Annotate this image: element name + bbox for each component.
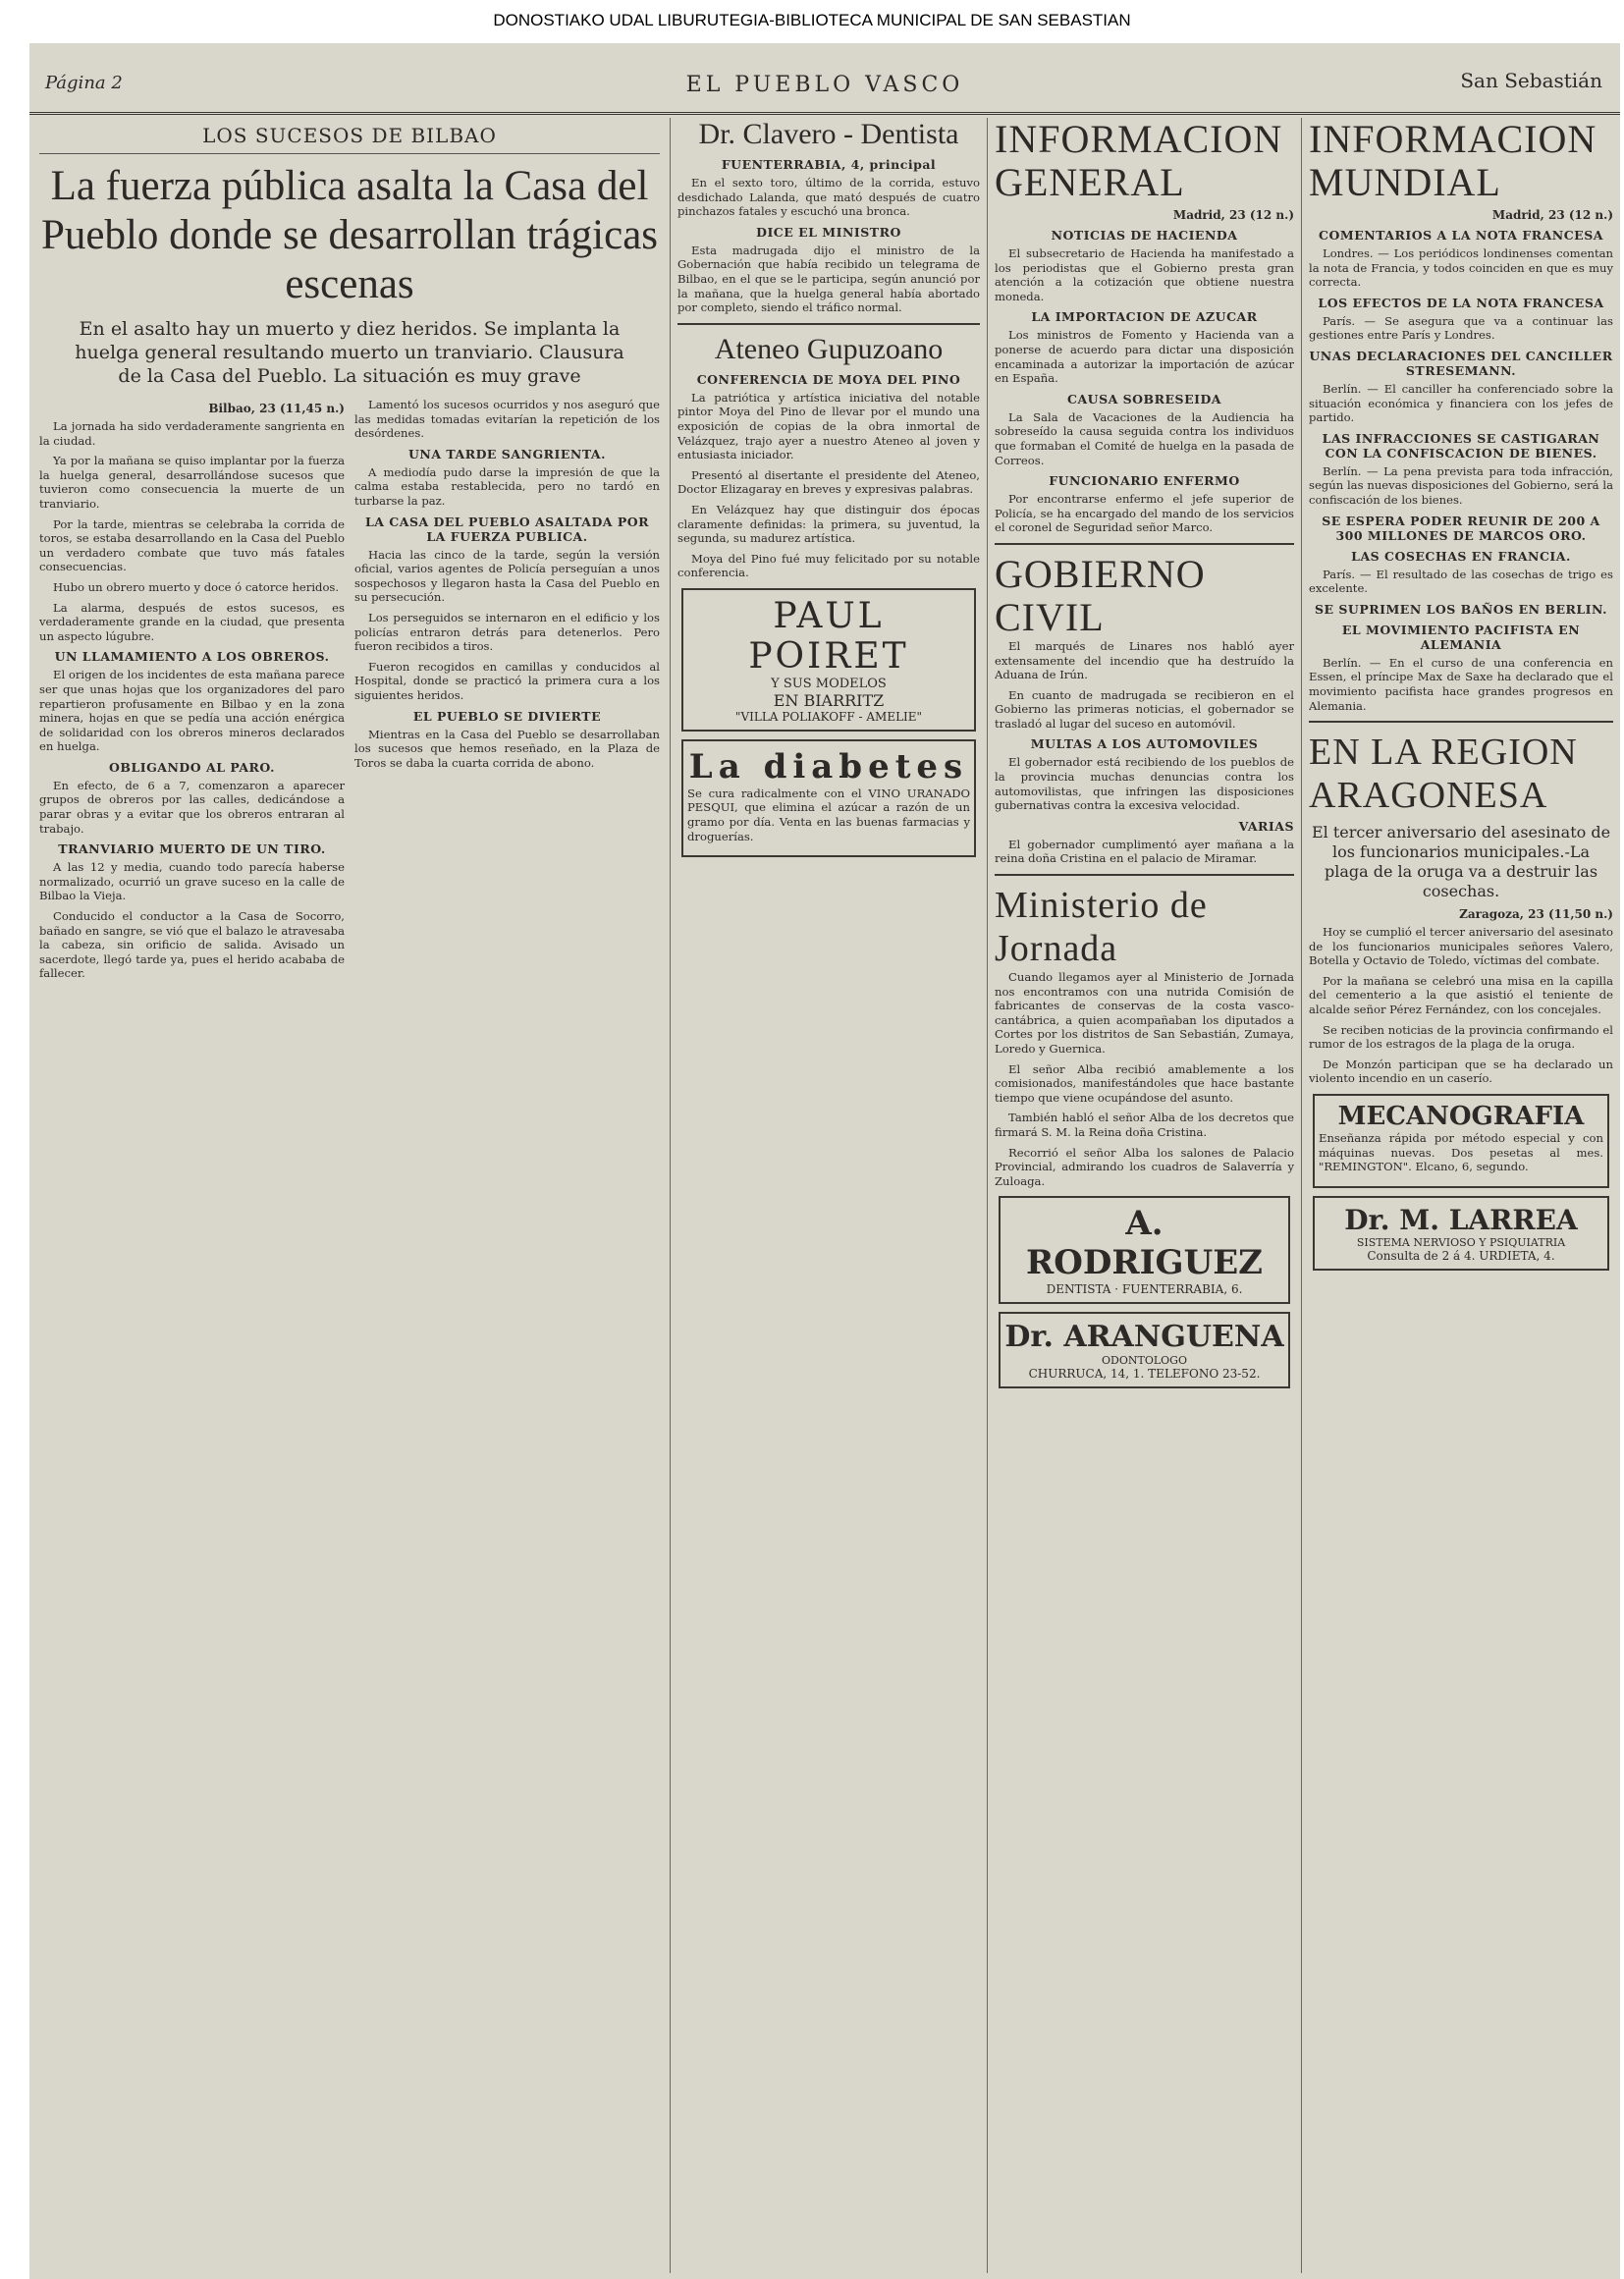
section-title: GOBIERNO CIVIL	[995, 551, 1206, 639]
paragraph: El gobernador está recibiendo de los pueblos de la provincia muchas denuncias contra los automovilistas, que infringen las disposiciones gubernativas contra la excesiva velocidad.	[995, 755, 1294, 813]
ad-line: "VILLA POLIAKOFF - AMELIE"	[734, 709, 923, 724]
paragraph: Moya del Pino fué muy felicitado por su notable conferencia.	[677, 551, 980, 580]
section-title: EN LA REGION ARAGONESA	[1309, 732, 1578, 817]
bilbao-column-right	[354, 398, 660, 987]
paragraph: Berlín. — La pena prevista para toda infracción, según las nuevas disposiciones del Gobierno, será la confiscación de los bienes.	[1309, 463, 1613, 507]
paragraph: Londres. — Los periódicos londinenses comentan la nota de Francia, y todos coinciden en que es muy correcta.	[1309, 246, 1613, 290]
article-deck: El tercer aniversario del asesinato de los funcionarios municipales.-La plaga de la oruga va a destruir las cosechas.	[1311, 823, 1611, 901]
paragraph: Fueron recogidos en camillas y conducidos al Hospital, donde se practicó la primera cura a los siguientes heridos.	[354, 659, 660, 702]
divider	[995, 874, 1294, 876]
poiret-name: PAUL POIRET	[748, 595, 909, 677]
paragraph: De Monzón participan que se ha declarado un violento incendio en un caserío.	[1309, 1057, 1613, 1086]
page-number: Página 2	[45, 73, 123, 93]
paragraph: El señor Alba recibió amablemente a los comisionados, manifestándoles que hace bastante tiempo que viene ocupándose del asunto.	[995, 1061, 1294, 1105]
subheading: CONFERENCIA DE MOYA DEL PINO	[696, 371, 961, 387]
paragraph: Lamentó los sucesos ocurridos y nos aseguró que las medidas tomadas evitarían la repetición de los desórdenes.	[354, 398, 660, 441]
paragraph: En cuanto de madrugada se recibieron en el Gobierno las primeras noticias, el gobernador se trasladó al lugar del suceso en automóvil.	[995, 687, 1294, 731]
masthead	[29, 43, 1620, 115]
subheading: SE ESPERA PODER REUNIR DE 200 A 300 MILLONES DE MARCOS ORO.	[1322, 513, 1600, 543]
section-title: INFORMACION GENERAL	[995, 118, 1283, 204]
subheading: EL MOVIMIENTO PACIFISTA EN ALEMANIA	[1341, 622, 1581, 652]
diabetes-title: La diabetes	[688, 746, 969, 787]
section-title: INFORMACION MUNDIAL	[1309, 118, 1597, 204]
paragraph: La alarma, después de estos sucesos, es verdaderamente grande en la ciudad, que presenta un aspecto lúgubre.	[39, 600, 345, 643]
paragraph: También habló el señor Alba de los decretos que firmará S. M. la Reina doña Cristina.	[995, 1111, 1294, 1139]
dateline: Bilbao, 23 (11,45 n.)	[208, 402, 345, 415]
newspaper-title: EL PUEBLO VASCO	[685, 73, 964, 97]
paragraph: A mediodía pudo darse la impresión de que la calma estaba restablecida, pero no tardó en turbarse la paz.	[354, 464, 660, 508]
city-label: San Sebastián	[1460, 69, 1602, 92]
paragraph: Hoy se cumplió el tercer aniversario del asesinato de los funcionarios municipales señores Valero, Botella y Octavio de Toledo, víctimas del combate.	[1309, 925, 1613, 968]
paragraph: Berlín. — En el curso de una conferencia en Essen, el príncipe Max de Saxe ha declarado que el movimiento pacifista hace grandes progresos en Alemania.	[1309, 655, 1613, 713]
paragraph: Los perseguidos se internaron en el edificio y los policías entraron detrás para detenerlos. Pero fueron recibidos a tiros.	[354, 610, 660, 654]
dateline: Madrid, 23 (12 n.)	[1491, 208, 1613, 222]
subheading: COMENTARIOS A LA NOTA FRANCESA	[1319, 228, 1603, 243]
subheading: LOS EFECTOS DE LA NOTA FRANCESA	[1318, 295, 1604, 310]
dentist-ad-address: FUENTERRABIA, 4, principal	[721, 157, 937, 172]
paragraph: En Velázquez hay que distinguir dos épocas claramente definidas: la primera, su juventud, la segunda, su madurez artística.	[677, 502, 980, 546]
subheading: UN LLAMAMIENTO A LOS OBREROS.	[54, 649, 330, 665]
article-deck: En el asalto hay un muerto y diez heridos. Se implanta la huelga general resultando muerto un tranviario. Clausura de la Casa del Pueblo. La situación es muy grave	[75, 318, 624, 387]
paragraph: París. — Se asegura que va a continuar las gestiones entre París y Londres.	[1309, 313, 1613, 343]
diabetes-ad	[681, 739, 976, 857]
paragraph: Ya por la mañana se quiso implantar por la fuerza la huelga general, desarrollándose sucesos que tuvieron como consecuencia la muerte de un tranviario.	[39, 454, 345, 511]
ad-line: ODONTOLOGO	[1102, 1354, 1187, 1368]
ad-line: Y SUS MODELOS	[771, 676, 887, 691]
mecanografia-title: MECANOGRAFIA	[1337, 1102, 1585, 1132]
column-rule	[1301, 118, 1302, 2273]
bilbao-columns	[39, 398, 660, 987]
subheading: EL PUEBLO SE DIVIERTE	[412, 708, 602, 724]
ad-line: SISTEMA NERVIOSO Y PSIQUIATRIA	[1356, 1235, 1566, 1249]
paragraph: El origen de los incidentes de esta mañana parece ser que unas hojas que los organizadores del paro repartieron profusamente en Bilbao y en la zona minera, hojas en que se pedía una acción enérgica de solidaridad con los obreros mineros declarados en huelga.	[39, 668, 345, 754]
paragraph: A las 12 y media, cuando todo parecía haberse normalizado, ocurrió un grave suceso en la calle de Bilbao la Vieja.	[39, 860, 345, 903]
aranguena-ad	[999, 1312, 1290, 1388]
subheading: CAUSA SOBRESEIDA	[1067, 391, 1221, 407]
rodriguez-name: A. RODRIGUEZ	[1026, 1204, 1263, 1283]
divider	[677, 323, 980, 325]
subheading: TRANVIARIO MUERTO DE UN TIRO.	[58, 841, 326, 857]
column-three	[995, 118, 1294, 2273]
column-two	[677, 118, 980, 2273]
ad-line: Consulta de 2 á 4. URDIETA, 4.	[1367, 1248, 1555, 1263]
bilbao-column-left	[39, 398, 345, 987]
column-rule	[670, 118, 671, 2273]
section-kicker: LOS SUCESOS DE BILBAO	[39, 118, 660, 154]
poiret-ad	[681, 588, 976, 732]
column-rule	[987, 118, 988, 2273]
bilbao-article	[39, 118, 660, 2273]
section-title: Ministerio de Jornada	[995, 885, 1208, 970]
ad-text: Se cura radicalmente con el VINO URANADO PESQUI, que elimina el azúcar a razón de un gramo por día. Venta en las buenas farmacias y droguerías.	[687, 786, 970, 843]
divider	[995, 543, 1294, 545]
ateneo-title: Ateneo Gupuzoano	[714, 332, 944, 365]
dateline: Zaragoza, 23 (11,50 n.)	[1459, 907, 1613, 922]
subheading: FUNCIONARIO ENFERMO	[1049, 473, 1240, 489]
paragraph: El subsecretario de Hacienda ha manifestado a los periodistas que el Gobierno presta gran atención a la cotización que obtiene nuestra moneda.	[995, 246, 1294, 303]
aranguena-name: Dr. ARANGUENA	[1004, 1320, 1284, 1355]
paragraph: Recorrió el señor Alba los salones de Palacio Provincial, admirando los cuadros de Salaverría y Zuloaga.	[995, 1145, 1294, 1188]
subheading: UNAS DECLARACIONES DEL CANCILLER STRESEMANN.	[1309, 348, 1613, 378]
paragraph: Conducido el conductor a la Casa de Socorro, bañado en sangre, se vió que el balazo le atravesaba la cabeza, sin orificio de salida. Avisado un sacerdote, llegó tarde ya, pues el herido acababa de fallecer.	[39, 909, 345, 981]
paragraph: En el sexto toro, último de la corrida, estuvo desdichado Lalanda, que mató después de cuatro pinchazos fatales y escuchó una bronca.	[677, 176, 980, 219]
newspaper-page	[29, 43, 1620, 2279]
paragraph: El marqués de Linares nos habló ayer extensamente del incendio que ha destruído la Aduana de Irún.	[995, 638, 1294, 682]
paragraph: Esta madrugada dijo el ministro de la Gobernación que había recibido un telegrama de Bilbao, en el que se le participa, según anunció por la mañana, que la huelga general había abortado por completo, siendo el tráfico normal.	[677, 243, 980, 315]
paragraph: Berlín. — El canciller ha conferenciado sobre la situación económica y financiera con los jefes de partido.	[1309, 381, 1613, 425]
paragraph: El gobernador cumplimentó ayer mañana a la reina doña Cristina en el palacio de Miramar.	[995, 837, 1294, 866]
mecanografia-ad	[1313, 1094, 1609, 1188]
larrea-ad	[1313, 1196, 1609, 1271]
ad-line: CHURRUCA, 14, 1. TELEFONO 23-52.	[1028, 1367, 1261, 1382]
column-four	[1309, 118, 1613, 2273]
larrea-name: Dr. M. LARREA	[1344, 1203, 1578, 1236]
headline: La fuerza pública asalta la Casa del Pueblo donde se desarrollan trágicas escenas	[40, 163, 659, 307]
subheading: LAS INFRACCIONES SE CASTIGARAN CON LA CONFISCACION DE BIENES.	[1322, 430, 1600, 461]
paragraph: En efecto, de 6 a 7, comenzaron a aparecer grupos de obreros por las calles, dedicándose a parar obras y a evitar que los obreros entraran al trabajo.	[39, 778, 345, 836]
subheading: MULTAS A LOS AUTOMOVILES	[1030, 736, 1259, 752]
paragraph: Hacia las cinco de la tarde, según la versión oficial, varios agentes de Policía perseguían a unos sospechosos y llegaron hasta la Casa del Pueblo en su persecución.	[354, 547, 660, 605]
subheading: SE SUPRIMEN LOS BAÑOS EN BERLIN.	[1314, 601, 1608, 617]
archive-banner: DONOSTIAKO UDAL LIBURUTEGIA-BIBLIOTECA MUNICIPAL DE SAN SEBASTIAN	[0, 0, 1624, 41]
paragraph: Los ministros de Fomento y Hacienda van a ponerse de acuerdo para dictar una disposición encaminada a autorizar la importación de azúcar en España.	[995, 328, 1294, 386]
divider	[1309, 721, 1613, 723]
subheading: OBLIGANDO AL PARO.	[109, 759, 275, 775]
paragraph: Por la tarde, mientras se celebraba la corrida de toros, se estaba desarrollando en la Casa del Pueblo un verdadero combate que tuvo más fatales consecuencias.	[39, 516, 345, 574]
paragraph: Mientras en la Casa del Pueblo se desarrollaban los sucesos que hemos reseñado, en la Plaza de Toros se daba la cuarta corrida de abono.	[354, 727, 660, 770]
subheading: VARIAS	[1238, 818, 1294, 834]
paragraph: La patriótica y artística iniciativa del notable pintor Moya del Pino de llevar por el mundo una exposición de copias de la obra inmortal de Velázquez, trajo ayer a nuestro Ateneo al joven y entusiasta iniciador.	[677, 390, 980, 462]
ad-text: Enseñanza rápida por método especial y con máquinas nuevas. Dos pesetas al mes. "REMINGTON". Elcano, 6, segundo.	[1319, 1131, 1603, 1174]
paragraph: Cuando llegamos ayer al Ministerio de Jornada nos encontramos con una nutrida Comisión de fabricantes de conservas de la costa vasco-cantábrica, a quien acompañaban los diputados a Cortes por los distritos de San Sebastián, Zumaya, Loredo y Guernica.	[995, 970, 1294, 1056]
paragraph: Se reciben noticias de la provincia confirmando el rumor de los estragos de la plaga de la oruga.	[1309, 1022, 1613, 1052]
subheading: UNA TARDE SANGRIENTA.	[408, 446, 606, 461]
ad-line: DENTISTA · FUENTERRABIA, 6.	[1046, 1282, 1243, 1297]
paragraph: Hubo un obrero muerto y doce ó catorce heridos.	[53, 579, 340, 594]
paragraph: Presentó al disertante el presidente del Ateneo, Doctor Elizagaray en breves y expresivas palabras.	[677, 467, 980, 497]
paragraph: París. — El resultado de las cosechas de trigo es excelente.	[1309, 567, 1613, 596]
paragraph: Por encontrarse enfermo el jefe superior de Policía, se ha encargado del mando de los servicios el coronel de Seguridad señor Marco.	[995, 492, 1294, 535]
paragraph: La jornada ha sido verdaderamente sangrienta en la ciudad.	[39, 419, 345, 448]
subheading: LAS COSECHAS EN FRANCIA.	[1351, 548, 1571, 564]
dentist-ad-title: Dr. Clavero - Dentista	[698, 118, 959, 150]
subheading: LA IMPORTACION DE AZUCAR	[1031, 309, 1258, 325]
subheading: NOTICIAS DE HACIENDA	[1051, 228, 1238, 243]
dateline: Madrid, 23 (12 n.)	[1172, 208, 1294, 222]
subheading: LA CASA DEL PUEBLO ASALTADA POR LA FUERZA PUBLICA.	[364, 514, 650, 544]
subheading: DICE EL MINISTRO	[756, 224, 901, 240]
paragraph: Por la mañana se celebró una misa en la capilla del cementerio a la que asistió el teniente de alcalde señor Pérez Fernández, con los concejales.	[1309, 973, 1613, 1017]
ad-line: EN BIARRITZ	[773, 690, 885, 710]
paragraph: La Sala de Vacaciones de la Audiencia ha sobreseído la causa seguida contra los individuos que formaban el Comité de huelga en la pasada de Correos.	[995, 409, 1294, 467]
rodriguez-ad	[999, 1196, 1290, 1304]
